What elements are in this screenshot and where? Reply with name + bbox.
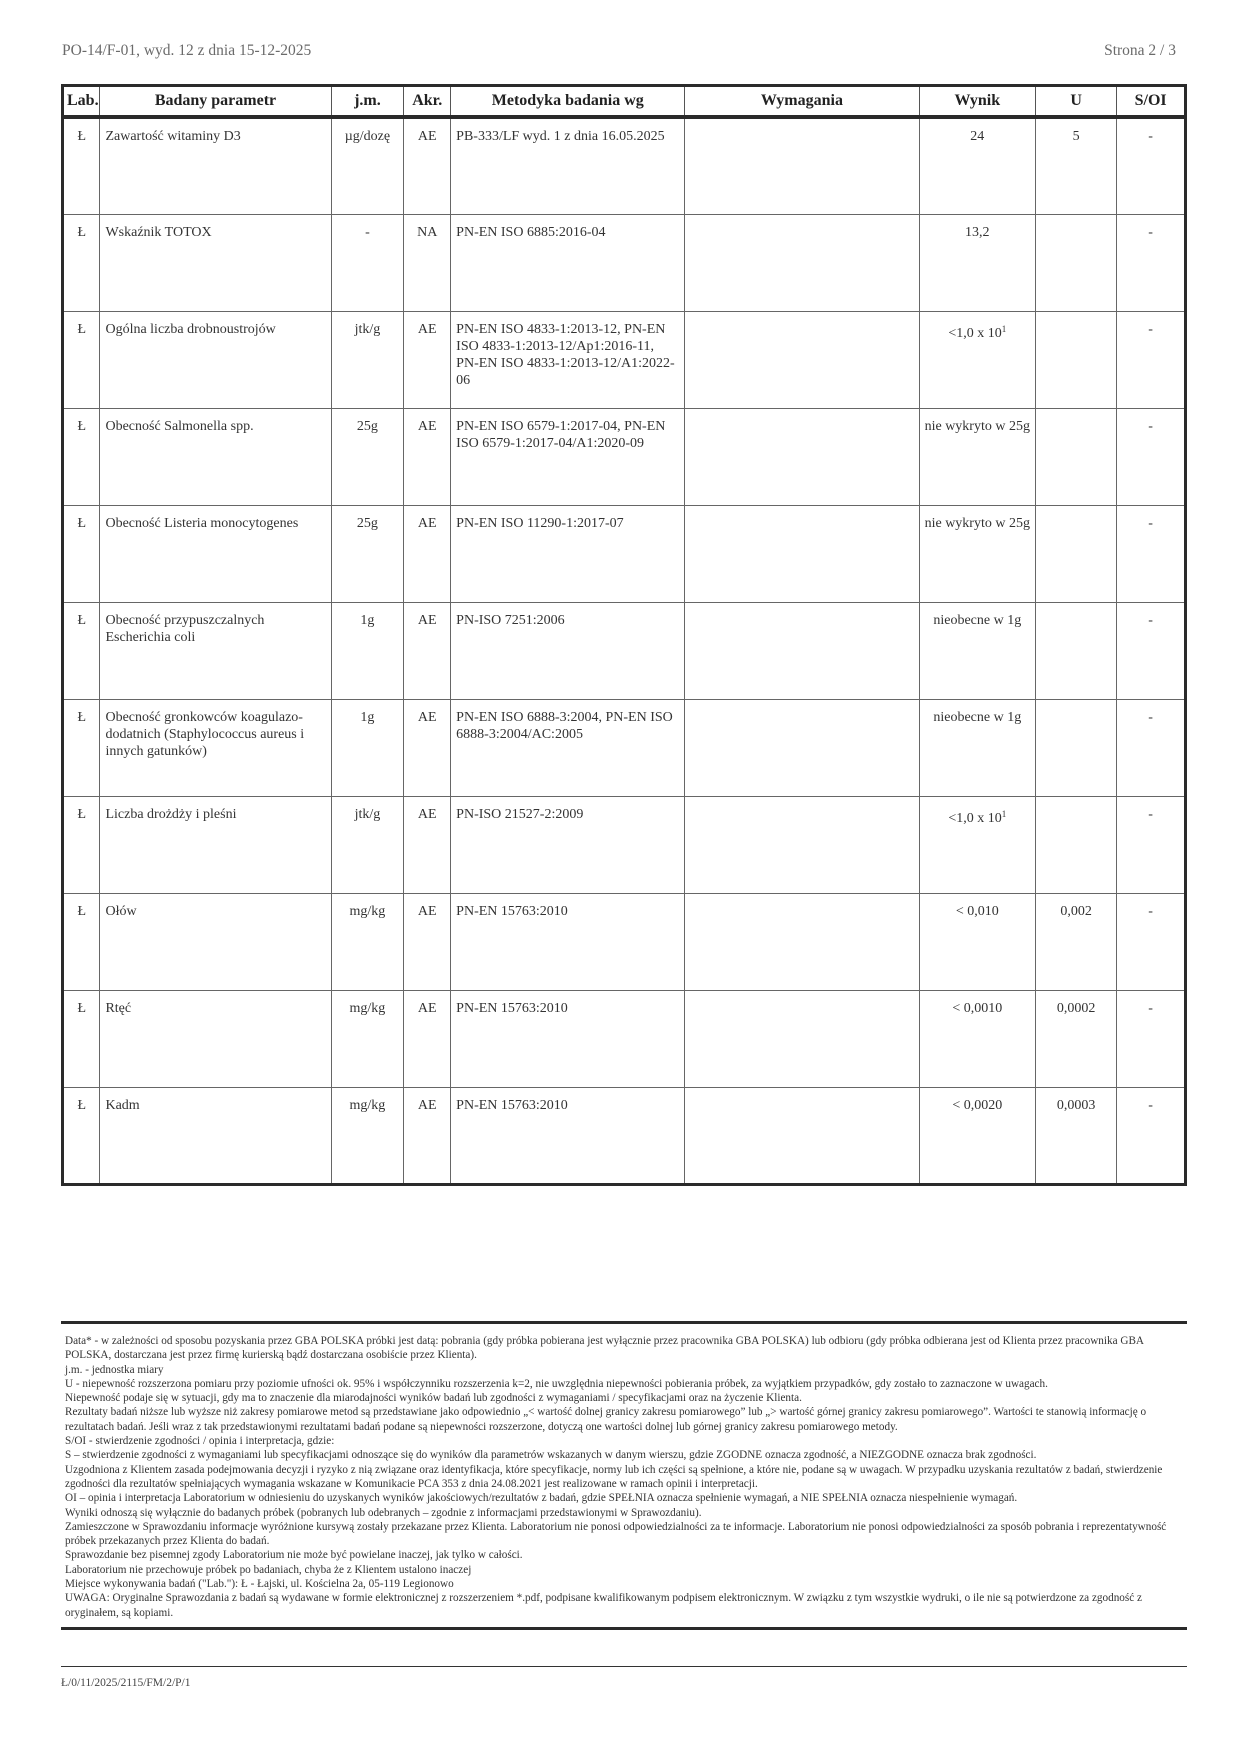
col-header-result: Wynik — [919, 86, 1036, 118]
col-header-parameter: Badany parametr — [100, 86, 331, 118]
lab-cell: Ł — [63, 214, 100, 311]
accreditation-cell: AE — [404, 505, 451, 602]
result-cell: nieobecne w 1g — [919, 602, 1036, 699]
table-row — [63, 408, 1186, 505]
parameter-cell: Kadm — [100, 1087, 331, 1184]
accreditation-cell: NA — [404, 214, 451, 311]
unit-cell: jtk/g — [331, 796, 404, 893]
page-footer — [61, 1666, 1187, 1689]
result-cell: < 0,0010 — [919, 990, 1036, 1087]
lab-cell: Ł — [63, 408, 100, 505]
method-cell: PB-333/LF wyd. 1 z dnia 16.05.2025 — [451, 117, 685, 214]
unit-cell: 25g — [331, 408, 404, 505]
lab-cell: Ł — [63, 505, 100, 602]
lab-cell: Ł — [63, 699, 100, 796]
soi-cell: - — [1117, 699, 1186, 796]
result-cell: nieobecne w 1g — [919, 699, 1036, 796]
footnote-line: Rezultaty badań niższe lub wyższe niż zakresy pomiarowe metod są przedstawiane jako odpowiednio „< wartość dolnej granicy zakresu pomiarowego” lub „> wartość górnej granicy zakresu pomiarowego”. Wartości te stanowią informację o rezultatach badań. Jeśli wraz z tak przedstawionymi rezultatami badań podane są niepewności rozszerzone, dotyczą one wartości dolnej lub górnej granicy zakresu pomiarowego metody. — [65, 1406, 1147, 1433]
soi-cell: - — [1117, 893, 1186, 990]
method-cell: PN-EN 15763:2010 — [451, 893, 685, 990]
lab-cell: Ł — [63, 1087, 100, 1184]
parameter-cell: Liczba drożdży i pleśni — [100, 796, 331, 893]
lab-cell: Ł — [63, 311, 100, 408]
table-row — [63, 1087, 1186, 1184]
accreditation-cell: AE — [404, 1087, 451, 1184]
col-header-requirements: Wymagania — [685, 86, 919, 118]
footnote-line: Laboratorium nie przechowuje próbek po badaniach, chyba że z Klientem ustalono inaczej — [65, 1563, 472, 1576]
unit-cell: 25g — [331, 505, 404, 602]
result-cell: <1,0 x $10^1$ — [919, 311, 1036, 408]
soi-cell: - — [1117, 214, 1186, 311]
col-header-lab: Lab. — [63, 86, 100, 118]
method-cell: PN-EN ISO 6579-1:2017-04, PN-EN ISO 6579-1:2017-04/A1:2020-09 — [451, 408, 685, 505]
parameter-cell: Wskaźnik TOTOX — [100, 214, 331, 311]
unit-cell: mg/kg — [331, 893, 404, 990]
unit-cell: 1g — [331, 699, 404, 796]
uncertainty-cell — [1036, 408, 1117, 505]
uncertainty-cell: 0,0002 — [1036, 990, 1117, 1087]
col-header-unit: j.m. — [331, 86, 404, 118]
results-table — [61, 84, 1187, 1186]
requirements-cell — [685, 117, 919, 214]
footnote-line: Data* - w zależności od sposobu pozyskania przez GBA POLSKA próbki jest datą: pobrania (gdy próbka pobierana jest wyłącznie przez pracownika GBA POLSKA) lub odbioru (gdy próbka odbierana jest od Klienta przez pracownika GBA POLSKA, dostarczana jest przez firmę kurierską bądź dostarczana osobiście przez Klienta). — [65, 1335, 1144, 1362]
col-header-accreditation: Akr. — [404, 86, 451, 118]
parameter-cell: Ogólna liczba drobnoustrojów — [100, 311, 331, 408]
footnote-line: S/OI - stwierdzenie zgodności / opinia i interpretacja, gdzie: — [65, 1435, 335, 1448]
footnote-line: U - niepewność rozszerzona pomiaru przy poziomie ufności ok. 95% i współczynniku rozszerzenia k=2, nie uwzględnia niepewności pobierania próbek, za wyjątkiem przypadków, gdy zostało to zaznaczone w uwagach. — [65, 1377, 1048, 1390]
parameter-cell: Ołów — [100, 893, 331, 990]
page-header — [62, 42, 1176, 64]
requirements-cell — [685, 505, 919, 602]
table-row — [63, 699, 1186, 796]
col-header-uncertainty: U — [1036, 86, 1117, 118]
table-row — [63, 893, 1186, 990]
method-cell: PN-EN ISO 6888-3:2004, PN-EN ISO 6888-3:2004/AC:2005 — [451, 699, 685, 796]
uncertainty-cell — [1036, 699, 1117, 796]
exponent: 1 — [1001, 323, 1007, 334]
soi-cell: - — [1117, 117, 1186, 214]
footnote-line: OI – opinia i interpretacja Laboratorium w odniesieniu do uzyskanych wyników jakościowych/rezultatów z badań, gdzie SPEŁNIA oznacza spełnienie wymagań, a NIE SPEŁNIA oznacza niespełnienie wymagań. — [65, 1492, 1018, 1505]
accreditation-cell: AE — [404, 699, 451, 796]
requirements-cell — [685, 214, 919, 311]
uncertainty-cell — [1036, 311, 1117, 408]
unit-cell: mg/kg — [331, 990, 404, 1087]
table-row — [63, 990, 1186, 1087]
unit-cell: jtk/g — [331, 311, 404, 408]
accreditation-cell: AE — [404, 408, 451, 505]
soi-cell: - — [1117, 602, 1186, 699]
table-row — [63, 311, 1186, 408]
table-row — [63, 602, 1186, 699]
method-cell: PN-EN ISO 4833-1:2013-12, PN-EN ISO 4833-1:2013-12/Ap1:2016-11, PN-EN ISO 4833-1:2013-12/A1:2022-06 — [451, 311, 685, 408]
footnote-line: UWAGA: Oryginalne Sprawozdania z badań są wydawane w formie elektronicznej z rozszerzeniem *.pdf, podpisane kwalifikowanym podpisem elektronicznym. W związku z tym wszystkie wydruki, o ile nie są potwierdzone za zgodność z oryginałem, są kopiami. — [65, 1592, 1142, 1619]
footnote-line: j.m. - jednostka miary — [65, 1363, 164, 1376]
lab-cell: Ł — [63, 990, 100, 1087]
footnote-line: Wyniki odnoszą się wyłącznie do badanych próbek (pobranych lub odebranych – zgodnie z informacjami przedstawionymi w Sprawozdaniu). — [65, 1506, 702, 1519]
result-cell: < 0,0020 — [919, 1087, 1036, 1184]
method-cell: PN-EN 15763:2010 — [451, 990, 685, 1087]
requirements-cell — [685, 408, 919, 505]
requirements-cell — [685, 311, 919, 408]
requirements-cell — [685, 602, 919, 699]
col-header-method: Metodyka badania wg — [451, 86, 685, 118]
uncertainty-cell: 0,0003 — [1036, 1087, 1117, 1184]
lab-cell: Ł — [63, 893, 100, 990]
lab-cell: Ł — [63, 602, 100, 699]
result-cell: nie wykryto w 25g — [919, 505, 1036, 602]
unit-cell: - — [331, 214, 404, 311]
unit-cell: 1g — [331, 602, 404, 699]
accreditation-cell: AE — [404, 796, 451, 893]
lab-cell: Ł — [63, 117, 100, 214]
soi-cell: - — [1117, 505, 1186, 602]
uncertainty-cell — [1036, 505, 1117, 602]
table-header-row — [63, 86, 1186, 118]
uncertainty-cell — [1036, 214, 1117, 311]
parameter-cell: Obecność gronkowców koagulazo-dodatnich (Staphylococcus aureus i innych gatunków) — [100, 699, 331, 796]
table-row — [63, 117, 1186, 214]
accreditation-cell: AE — [404, 311, 451, 408]
result-cell: 13,2 — [919, 214, 1036, 311]
soi-cell: - — [1117, 796, 1186, 893]
document-reference: PO-14/F-01, wyd. 12 z dnia 15-12-2025 — [62, 42, 312, 59]
col-header-soi: S/OI — [1117, 86, 1186, 118]
soi-cell: - — [1117, 408, 1186, 505]
method-cell: PN-EN 15763:2010 — [451, 1087, 685, 1184]
uncertainty-cell: 5 — [1036, 117, 1117, 214]
uncertainty-cell — [1036, 602, 1117, 699]
soi-cell: - — [1117, 990, 1186, 1087]
method-cell: PN-ISO 7251:2006 — [451, 602, 685, 699]
parameter-cell: Obecność Listeria monocytogenes — [100, 505, 331, 602]
parameter-cell: Obecność Salmonella spp. — [100, 408, 331, 505]
footnote-line: Zamieszczone w Sprawozdaniu informacje wyróżnione kursywą zostały przekazane przez Klienta. Laboratorium nie ponosi odpowiedzialności za te informacje. Laboratorium nie ponosi odpowiedzialności za sposób pobrania i reprezentatywność próbek przekazanych przez Klienta do badań. — [65, 1520, 1167, 1548]
table-row — [63, 796, 1186, 893]
requirements-cell — [685, 699, 919, 796]
accreditation-cell: AE — [404, 117, 451, 214]
page-number: Strona 2 / 3 — [1104, 42, 1176, 59]
parameter-cell: Obecność przypuszczalnych Escherichia coli — [100, 602, 331, 699]
accreditation-cell: AE — [404, 893, 451, 990]
footnote-line: Sprawozdanie bez pisemnej zgody Laboratorium nie może być powielane inaczej, jak tylko w całości. — [65, 1549, 523, 1562]
requirements-cell — [685, 893, 919, 990]
parameter-cell: Zawartość witaminy D3 — [100, 117, 331, 214]
footnote-line: Niepewność podaje się w sytuacji, gdy ma to znaczenie dla miarodajności wyników badań lub zgodności z wymaganiami / specyfikacjami oraz na życzenie Klienta. — [65, 1392, 802, 1405]
result-cell: < 0,010 — [919, 893, 1036, 990]
accreditation-cell: AE — [404, 602, 451, 699]
soi-cell: - — [1117, 311, 1186, 408]
method-cell: PN-EN ISO 6885:2016-04 — [451, 214, 685, 311]
result-cell: nie wykryto w 25g — [919, 408, 1036, 505]
report-number: Ł/0/11/2025/2115/FM/2/P/1 — [61, 1677, 191, 1689]
lab-cell: Ł — [63, 796, 100, 893]
uncertainty-cell — [1036, 796, 1117, 893]
unit-cell: mg/kg — [331, 1087, 404, 1184]
footnote-line: S – stwierdzenie zgodności z wymaganiami lub specyfikacjami odnoszące się do wyników dla parametrów wskazanych w danym wierszu, gdzie ZGODNE oznacza zgodność, a NIEZGODNE oznacza brak zgodności. — [65, 1449, 1037, 1462]
requirements-cell — [685, 990, 919, 1087]
method-cell: PN-ISO 21527-2:2009 — [451, 796, 685, 893]
accreditation-cell: AE — [404, 990, 451, 1087]
result-cell: 24 — [919, 117, 1036, 214]
soi-cell: - — [1117, 1087, 1186, 1184]
unit-cell: µg/dozę — [331, 117, 404, 214]
uncertainty-cell: 0,002 — [1036, 893, 1117, 990]
requirements-cell — [685, 796, 919, 893]
table-row — [63, 505, 1186, 602]
table-row — [63, 214, 1186, 311]
footnote-line: Miejsce wykonywania badań ("Lab."): Ł - Łajski, ul. Kościelna 2a, 05-119 Legionowo — [65, 1578, 454, 1591]
exponent: 1 — [1001, 808, 1007, 819]
footnotes — [61, 1321, 1187, 1630]
footnote-line: Uzgodniona z Klientem zasada podejmowania decyzji i ryzyko z nią związane oraz identyfikacja, które specyfikacje, normy lub ich części są spełnione, a które nie, podane są w uwagach. W przypadku uzyskania rezultatów z badań, stwierdzenie zgodności dla rezultatów spełniających wymagania wskazane w Komunikacie PCA 353 z dnia 24.08.2021 jest realizowane w ramach opinii i interpretacji. — [65, 1463, 1163, 1490]
result-cell: <1,0 x $10^1$ — [919, 796, 1036, 893]
method-cell: PN-EN ISO 11290-1:2017-07 — [451, 505, 685, 602]
parameter-cell: Rtęć — [100, 990, 331, 1087]
requirements-cell — [685, 1087, 919, 1184]
